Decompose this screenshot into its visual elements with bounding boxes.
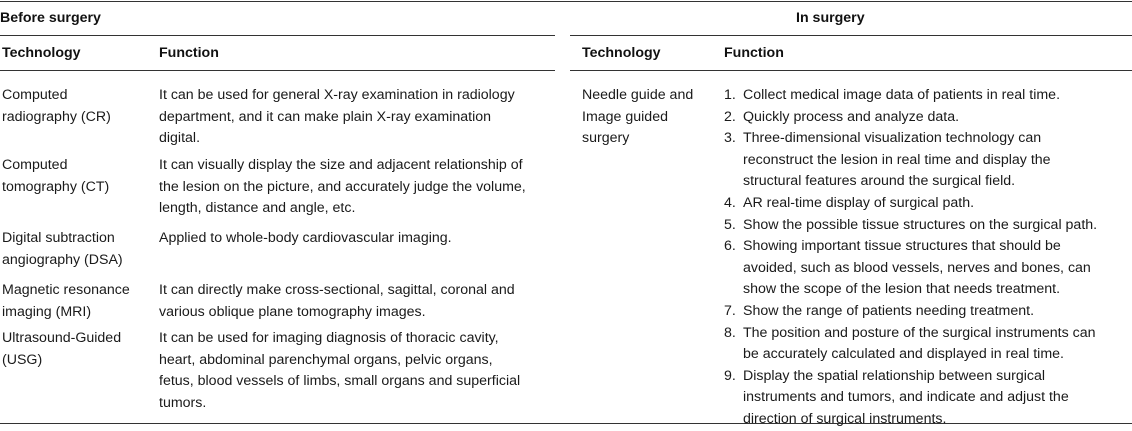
list-item: 3. Three-dimensional visualization technology can reconstruct the lesion in real time and display the structural features around the surgical field. [724,130,1051,190]
top-rule [0,1,1132,2]
function-cell: It can be used for imaging diagnosis of thoracic cavity, heart, abdominal parenchymal organs, pelvic organs, fetus, blood vessels of limbs, small organs and superficial tumors. [159,330,521,411]
list-item: 5. Show the possible tissue structures on the surgical path. [724,216,1098,233]
list-item: 6. Showing important tissue structures that should be avoided, such as blood vessels, nerves and bones, can show the scope of the lesion that needs treatment. [724,238,1091,298]
column-header-technology-before: Technology [2,45,81,61]
function-cell: It can be used for general X-ray examination in radiology department, and it can make plain X-ray examination digital. [159,87,515,147]
column-header-function-before: Function [159,45,219,61]
list-item: 2. Quickly process and analyze data. [724,108,960,125]
list-item: 8. The position and posture of the surgical instruments can be accurately calculated and displayed in real time. [724,324,1096,363]
technology-cell: Computed radiography (CR) [2,87,111,125]
group-header-in-surgery: In surgery [796,10,865,26]
list-item: 7. Show the range of patients needing treatment. [724,302,1035,319]
before-group-rule [0,35,555,36]
function-list [724,85,1097,431]
column-header-function-in: Function [724,45,784,61]
group-header-before-surgery: Before surgery [0,10,101,26]
function-cell: It can directly make cross-sectional, sagittal, coronal and various oblique plane tomography images. [159,282,515,320]
technology-cell: Needle guide and Image guided surgery [582,87,694,147]
technology-cell: Magnetic resonance imaging (MRI) [2,282,130,320]
technology-cell: Ultrasound-Guided (USG) [2,330,122,368]
list-item: 9. Display the spatial relationship between surgical instruments and tumors, and indicate and adjust the direction of surgical instruments. [724,367,1069,427]
column-header-technology-in: Technology [582,45,661,61]
function-cell: It can visually display the size and adjacent relationship of the lesion on the picture, and accurately judge the volume, length, distance and angle, etc. [159,157,526,217]
technology-cell: Computed tomography (CT) [2,157,110,195]
list-item: 4. AR real-time display of surgical path. [724,194,975,211]
function-cell: Applied to whole-body cardiovascular imaging. [159,230,452,246]
in-header-rule [570,70,1132,71]
before-header-rule [0,70,555,71]
list-item: 1. Collect medical image data of patients in real time. [724,87,1061,103]
in-group-rule [570,35,1132,36]
technology-cell: Digital subtraction angiography (DSA) [2,230,123,268]
